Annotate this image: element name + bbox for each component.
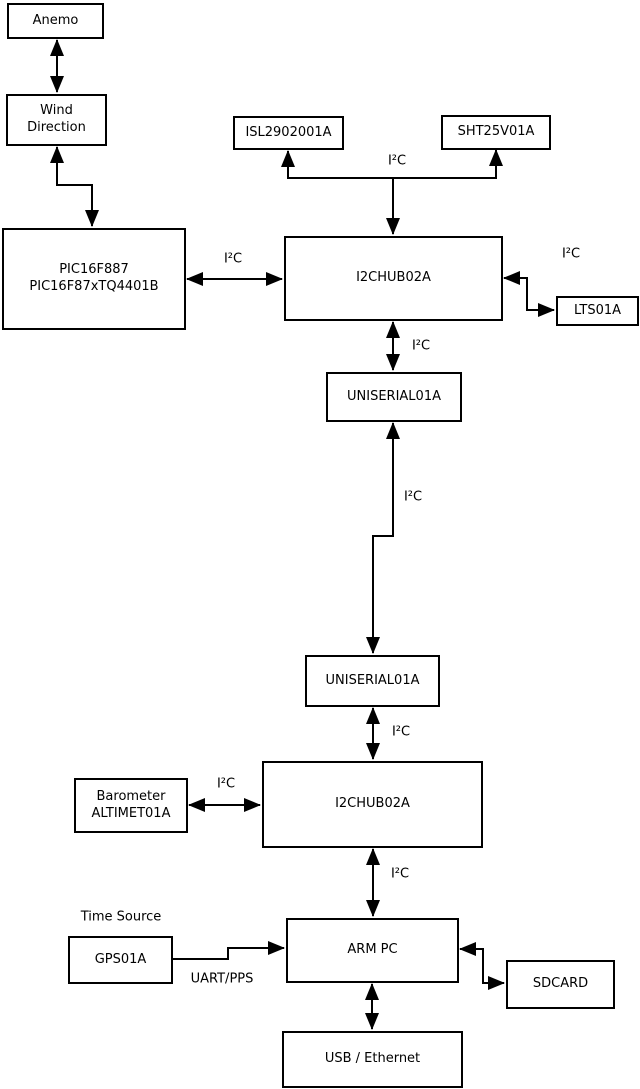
node-lts01a (556, 296, 639, 326)
node-i2chub02a-2-label: I2CHUB02A (335, 796, 410, 812)
node-gps01a (68, 936, 173, 984)
node-arm-pc-label: ARM PC (347, 942, 398, 958)
node-pic16f887-label-line1: PIC16F887 (59, 262, 129, 278)
edge-label-i2c-baro-hub2: I²C (216, 776, 236, 792)
node-pic16f887 (2, 228, 186, 330)
node-anemo-label: Anemo (32, 12, 79, 28)
edge-label-i2c-sensors: I²C (387, 153, 407, 169)
wire-arm-sdcard (460, 949, 504, 983)
node-i2chub02a-2 (262, 761, 483, 848)
node-wind-direction (6, 94, 107, 146)
node-uniserial01a-2 (305, 655, 440, 707)
node-uniserial01a-2-label: UNISERIAL01A (325, 672, 420, 688)
edge-label-i2c-uni2-hub2: I²C (391, 724, 411, 740)
node-arm-pc (286, 918, 459, 983)
node-gps01a-label: GPS01A (94, 951, 147, 967)
node-barometer-label-line1: Barometer (96, 788, 166, 804)
node-barometer-label-line2: ALTIMET01A (91, 805, 171, 821)
edge-label-i2c-hub2-arm: I²C (390, 866, 410, 882)
node-usb-ethernet (282, 1031, 463, 1088)
node-sht25v01a-label: SHT25V01A (457, 124, 535, 140)
node-wind-direction-label-line1: Wind (40, 103, 73, 119)
wire-hub1-lts (504, 278, 554, 310)
node-pic16f887-label-line2: PIC16F87xTQ4401B (29, 279, 159, 294)
node-wind-direction-label-line2: Direction (27, 120, 86, 135)
edge-label-time-source: Time Source (80, 909, 162, 925)
node-usb-ethernet-label: USB / Ethernet (324, 1051, 421, 1067)
edge-label-i2c-uni1-uni2: I²C (403, 489, 423, 505)
edge-label-i2c-hub1-lts: I²C (561, 246, 581, 262)
node-sht25v01a (441, 115, 551, 150)
wire-gps-arm (172, 948, 284, 959)
node-anemo (7, 3, 104, 39)
edge-label-uart-pps: UART/PPS (190, 971, 254, 987)
wire-uni1-uni2 (373, 423, 393, 653)
node-i2chub02a-1 (284, 236, 503, 321)
node-isl2902001a-label: ISL2902001A (245, 124, 332, 140)
wire-wind-pic (57, 147, 92, 226)
node-barometer-altimet01a (74, 778, 188, 833)
node-sdcard-label: SDCARD (532, 976, 589, 992)
node-sdcard (506, 960, 615, 1009)
node-uniserial01a-1-label: UNISERIAL01A (347, 388, 441, 404)
node-i2chub02a-1-label: I2CHUB02A (356, 270, 431, 286)
node-lts01a-label: LTS01A (573, 302, 622, 318)
edge-label-i2c-pic-hub1: I²C (223, 251, 243, 267)
node-isl2902001a (233, 116, 344, 150)
edge-label-i2c-hub1-uni1: I²C (411, 338, 431, 354)
node-uniserial01a-1 (326, 372, 462, 422)
